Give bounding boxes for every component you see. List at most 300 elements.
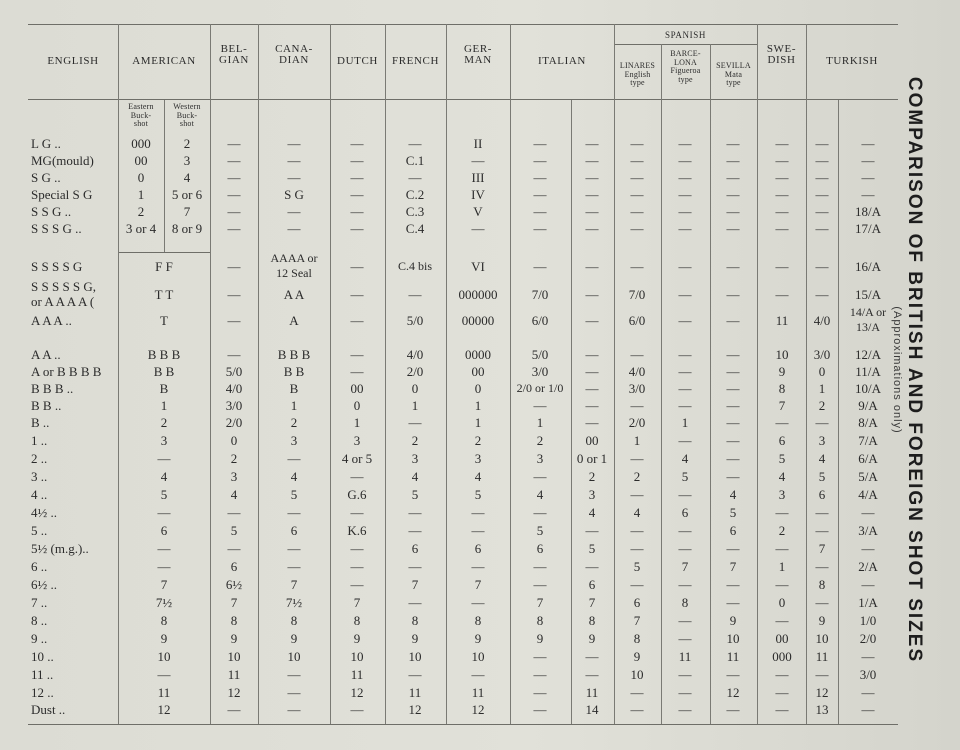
size-cell: — bbox=[678, 170, 692, 185]
size-cell: — bbox=[630, 221, 644, 236]
size-cell: — bbox=[157, 667, 171, 682]
title-block bbox=[858, 30, 958, 710]
size-cell: — bbox=[585, 649, 599, 664]
size-cell: 8/A bbox=[858, 415, 878, 430]
size-cell: — bbox=[726, 287, 740, 302]
size-cell: S G bbox=[284, 187, 304, 202]
size-cell: — bbox=[678, 187, 692, 202]
size-cell: 9 bbox=[729, 613, 737, 628]
size-cell: 10 bbox=[471, 649, 485, 664]
size-cell: — bbox=[585, 259, 599, 274]
size-cell: B B B bbox=[277, 347, 311, 362]
size-cell: — bbox=[471, 559, 485, 574]
size-cell: — bbox=[678, 613, 692, 628]
size-cell: B B bbox=[283, 364, 305, 379]
size-cell: 6 bbox=[633, 595, 641, 610]
size-cell: — bbox=[726, 347, 740, 362]
size-cell: 4/0 bbox=[406, 347, 424, 362]
english-size-label: 3 .. bbox=[31, 469, 48, 484]
size-cell: — bbox=[775, 187, 789, 202]
size-cell: — bbox=[726, 702, 740, 717]
size-cell: 4 or 5 bbox=[341, 451, 373, 466]
size-cell: 9 bbox=[588, 631, 596, 646]
size-cell: 00 bbox=[471, 364, 485, 379]
size-cell: — bbox=[287, 153, 301, 168]
size-cell: — bbox=[408, 170, 422, 185]
size-cell: 0 bbox=[818, 364, 826, 379]
size-cell: 4 bbox=[588, 505, 596, 520]
size-cell: 0 bbox=[353, 398, 361, 413]
size-cell: — bbox=[815, 204, 829, 219]
size-cell: 1 bbox=[818, 381, 826, 396]
size-cell: 7/0 bbox=[531, 287, 549, 302]
size-cell: 14 bbox=[585, 702, 599, 717]
size-cell: — bbox=[157, 559, 171, 574]
size-cell: 11 bbox=[227, 667, 241, 682]
size-cell: — bbox=[585, 381, 599, 396]
english-size-label: S S G .. bbox=[31, 204, 72, 219]
size-cell: 7½ bbox=[155, 595, 173, 610]
size-cell: 3/A bbox=[858, 523, 878, 538]
size-cell: 4 bbox=[729, 487, 737, 502]
size-cell: — bbox=[585, 559, 599, 574]
size-cell: 7 bbox=[681, 559, 689, 574]
size-cell: — bbox=[287, 685, 301, 700]
size-cell: 4 bbox=[230, 487, 238, 502]
size-cell: VI bbox=[471, 259, 485, 274]
english-size-label: 10 .. bbox=[31, 649, 54, 664]
size-cell: T T bbox=[154, 287, 174, 302]
size-cell: 2 bbox=[230, 451, 238, 466]
size-cell: 3/0 bbox=[859, 667, 877, 682]
size-cell: K.6 bbox=[347, 523, 367, 538]
english-size-label: 12 .. bbox=[31, 685, 54, 700]
subheader-linares: LINARES English type bbox=[619, 61, 656, 87]
english-size-label: S S S G .. bbox=[31, 221, 82, 236]
size-cell: — bbox=[726, 204, 740, 219]
subheader-western-buckshot: Western Buck- shot bbox=[173, 102, 201, 128]
size-cell: 8 bbox=[681, 595, 689, 610]
size-cell: 9 bbox=[778, 364, 786, 379]
size-cell: 7 bbox=[230, 595, 238, 610]
size-cell: 2/0 bbox=[406, 364, 424, 379]
english-size-label: 9 .. bbox=[31, 631, 48, 646]
size-cell: — bbox=[726, 595, 740, 610]
size-cell: 2/0 or 1/0 bbox=[516, 381, 564, 395]
size-cell: B bbox=[159, 381, 169, 396]
size-cell: — bbox=[775, 153, 789, 168]
size-cell: — bbox=[585, 287, 599, 302]
size-cell: — bbox=[287, 541, 301, 556]
size-cell: — bbox=[630, 398, 644, 413]
size-cell: — bbox=[227, 287, 241, 302]
size-cell: — bbox=[585, 415, 599, 430]
size-cell: 12 bbox=[726, 685, 740, 700]
size-cell: 4 bbox=[411, 469, 419, 484]
table-top-rule bbox=[28, 24, 898, 25]
size-cell: 8 bbox=[778, 381, 786, 396]
size-cell: 13 bbox=[815, 702, 829, 717]
size-cell: — bbox=[726, 433, 740, 448]
size-cell: 1/0 bbox=[859, 613, 877, 628]
size-cell: 2/A bbox=[858, 559, 878, 574]
size-cell: 3/0 bbox=[531, 364, 549, 379]
size-cell: — bbox=[726, 451, 740, 466]
size-cell: — bbox=[630, 347, 644, 362]
size-cell: 5/0 bbox=[531, 347, 549, 362]
size-cell: — bbox=[533, 577, 547, 592]
size-cell: — bbox=[533, 204, 547, 219]
size-cell: 2 bbox=[474, 433, 482, 448]
size-cell: 8 bbox=[633, 631, 641, 646]
size-cell: 10 bbox=[630, 667, 644, 682]
size-cell: 12 bbox=[408, 702, 422, 717]
size-cell: — bbox=[287, 204, 301, 219]
size-cell: — bbox=[227, 153, 241, 168]
english-size-label: Dust .. bbox=[31, 702, 66, 717]
size-cell: 12 bbox=[815, 685, 829, 700]
size-cell: 14/A or 13/A bbox=[849, 305, 887, 334]
size-cell: 7½ bbox=[285, 595, 303, 610]
size-cell: — bbox=[227, 136, 241, 151]
size-cell: — bbox=[585, 187, 599, 202]
size-cell: C.4 bbox=[405, 221, 425, 236]
size-cell: — bbox=[678, 433, 692, 448]
size-cell: — bbox=[630, 259, 644, 274]
size-cell: 2 bbox=[183, 136, 191, 151]
size-cell: — bbox=[726, 469, 740, 484]
size-cell: 4/0 bbox=[813, 313, 831, 328]
size-cell: 6/A bbox=[858, 451, 878, 466]
size-cell: — bbox=[861, 136, 875, 151]
size-cell: — bbox=[815, 153, 829, 168]
size-cell: 3 bbox=[353, 433, 361, 448]
size-cell: 7 bbox=[353, 595, 361, 610]
size-cell: — bbox=[726, 136, 740, 151]
size-cell: — bbox=[775, 667, 789, 682]
size-cell: — bbox=[815, 415, 829, 430]
english-size-label: S S S S G bbox=[31, 259, 83, 274]
size-cell: 00 bbox=[585, 433, 599, 448]
size-cell: 2 bbox=[290, 415, 298, 430]
size-cell: — bbox=[775, 204, 789, 219]
size-cell: 6 bbox=[729, 523, 737, 538]
english-size-label: B .. bbox=[31, 415, 50, 430]
size-cell: — bbox=[630, 451, 644, 466]
size-cell: — bbox=[471, 523, 485, 538]
header-rule bbox=[28, 99, 898, 100]
size-cell: — bbox=[227, 204, 241, 219]
size-cell: 6 bbox=[681, 505, 689, 520]
size-cell: — bbox=[350, 577, 364, 592]
size-cell: — bbox=[471, 667, 485, 682]
size-cell: — bbox=[350, 136, 364, 151]
size-cell: B B bbox=[153, 364, 175, 379]
english-size-label: S G .. bbox=[31, 170, 61, 185]
subheader-barcelona: BARCE- LONA Figueroa type bbox=[670, 49, 701, 84]
size-cell: — bbox=[726, 381, 740, 396]
size-cell: — bbox=[678, 381, 692, 396]
size-cell: 16/A bbox=[855, 259, 881, 274]
size-cell: 8 or 9 bbox=[171, 221, 203, 236]
size-cell: 000 bbox=[772, 649, 792, 664]
size-cell: 7 bbox=[411, 577, 419, 592]
size-cell: — bbox=[861, 685, 875, 700]
size-cell: — bbox=[678, 259, 692, 274]
size-cell: — bbox=[630, 541, 644, 556]
size-cell: — bbox=[678, 364, 692, 379]
size-cell: IV bbox=[471, 187, 485, 202]
size-cell: 8 bbox=[818, 577, 826, 592]
size-cell: — bbox=[227, 259, 241, 274]
size-cell: 3 bbox=[183, 153, 191, 168]
size-cell: — bbox=[678, 487, 692, 502]
size-cell: 5 bbox=[729, 505, 737, 520]
size-cell: — bbox=[775, 170, 789, 185]
size-cell: 0000 bbox=[465, 347, 491, 362]
size-cell: — bbox=[533, 667, 547, 682]
size-cell: — bbox=[815, 221, 829, 236]
size-cell: 5 bbox=[681, 469, 689, 484]
size-cell: — bbox=[350, 559, 364, 574]
size-cell: 7 bbox=[290, 577, 298, 592]
size-cell: — bbox=[678, 347, 692, 362]
size-cell: — bbox=[775, 221, 789, 236]
size-cell: F F bbox=[155, 259, 173, 274]
size-cell: — bbox=[408, 667, 422, 682]
size-cell: 1 bbox=[474, 415, 482, 430]
size-cell: — bbox=[815, 505, 829, 520]
header-italian: ITALIAN bbox=[538, 55, 586, 67]
size-cell: 7 bbox=[588, 595, 596, 610]
table-bottom-rule bbox=[28, 724, 898, 725]
size-cell: 00000 bbox=[461, 313, 495, 328]
size-cell: 11 bbox=[775, 313, 789, 328]
size-cell: — bbox=[726, 187, 740, 202]
size-cell: — bbox=[533, 170, 547, 185]
size-cell: — bbox=[227, 541, 241, 556]
size-cell: — bbox=[227, 505, 241, 520]
american-sub-rule bbox=[118, 252, 210, 253]
size-cell: 5 bbox=[411, 487, 419, 502]
size-cell: — bbox=[861, 187, 875, 202]
size-cell: 5 or 6 bbox=[171, 187, 203, 202]
size-cell: 11 bbox=[585, 685, 599, 700]
size-cell: C.4 bis bbox=[397, 259, 432, 273]
size-cell: 2/0 bbox=[628, 415, 646, 430]
size-cell: 6 bbox=[818, 487, 826, 502]
size-cell: — bbox=[408, 505, 422, 520]
size-cell: 18/A bbox=[855, 204, 881, 219]
size-cell: — bbox=[630, 685, 644, 700]
size-cell: 3 bbox=[536, 451, 544, 466]
size-cell: — bbox=[815, 136, 829, 151]
size-cell: 10 bbox=[227, 649, 241, 664]
size-cell: 9 bbox=[353, 631, 361, 646]
size-cell: — bbox=[585, 667, 599, 682]
size-cell: 7 bbox=[778, 398, 786, 413]
header-swedish: SWE- DISH bbox=[766, 43, 797, 66]
size-cell: 4/0 bbox=[628, 364, 646, 379]
size-cell: — bbox=[350, 221, 364, 236]
english-size-label: 4 .. bbox=[31, 487, 48, 502]
size-cell: 12/A bbox=[855, 347, 881, 362]
size-cell: 6 bbox=[588, 577, 596, 592]
size-cell: — bbox=[585, 221, 599, 236]
english-size-label: L G .. bbox=[31, 136, 61, 151]
english-size-label: 6 .. bbox=[31, 559, 48, 574]
size-cell: 8 bbox=[353, 613, 361, 628]
size-cell: 3 bbox=[778, 487, 786, 502]
size-cell: 2 bbox=[588, 469, 596, 484]
size-cell: 11 bbox=[726, 649, 740, 664]
size-cell: — bbox=[533, 559, 547, 574]
size-cell: 9 bbox=[160, 631, 168, 646]
size-cell: A A bbox=[283, 287, 305, 302]
size-cell: — bbox=[775, 287, 789, 302]
size-cell: 2/0 bbox=[225, 415, 243, 430]
size-cell: 3 bbox=[160, 433, 168, 448]
size-cell: — bbox=[287, 702, 301, 717]
subheader-sevilla: SEVILLA Mata type bbox=[716, 61, 751, 87]
header-dutch: DUTCH bbox=[337, 55, 378, 67]
size-cell: — bbox=[678, 287, 692, 302]
size-cell: 3/0 bbox=[628, 381, 646, 396]
english-size-label: MG(mould) bbox=[31, 153, 94, 168]
size-cell: 9 bbox=[411, 631, 419, 646]
size-cell: — bbox=[287, 505, 301, 520]
size-cell: 7 bbox=[818, 541, 826, 556]
size-cell: — bbox=[287, 170, 301, 185]
size-cell: 3 or 4 bbox=[125, 221, 157, 236]
size-cell: 2 bbox=[411, 433, 419, 448]
size-cell: 1 bbox=[411, 398, 419, 413]
size-cell: — bbox=[350, 364, 364, 379]
english-size-label: A or B B B B bbox=[31, 364, 102, 379]
size-cell: 6/0 bbox=[628, 313, 646, 328]
size-cell: — bbox=[726, 259, 740, 274]
size-cell: III bbox=[471, 170, 485, 185]
size-cell: 11 bbox=[350, 667, 364, 682]
size-cell: 4 bbox=[681, 451, 689, 466]
size-cell: — bbox=[726, 541, 740, 556]
size-cell: — bbox=[678, 221, 692, 236]
size-cell: — bbox=[630, 170, 644, 185]
size-cell: 1 bbox=[681, 415, 689, 430]
size-cell: — bbox=[287, 559, 301, 574]
size-cell: C.2 bbox=[405, 187, 425, 202]
size-cell: 3/0 bbox=[813, 347, 831, 362]
size-cell: 000000 bbox=[458, 287, 498, 302]
size-cell: 10 bbox=[815, 631, 829, 646]
size-cell: — bbox=[533, 153, 547, 168]
size-cell: A bbox=[289, 313, 299, 328]
english-size-label: Special S G bbox=[31, 187, 93, 202]
size-cell: — bbox=[726, 153, 740, 168]
size-cell: 3 bbox=[588, 487, 596, 502]
size-cell: 6 bbox=[536, 541, 544, 556]
title-rotated bbox=[891, 77, 925, 663]
size-cell: 2 bbox=[160, 415, 168, 430]
size-cell: 7 bbox=[536, 595, 544, 610]
header-french: FRENCH bbox=[392, 55, 439, 67]
size-cell: — bbox=[287, 221, 301, 236]
size-cell: — bbox=[533, 259, 547, 274]
size-cell: 1/A bbox=[858, 595, 878, 610]
size-cell: — bbox=[533, 136, 547, 151]
size-cell: 1 bbox=[353, 415, 361, 430]
size-cell: 4 bbox=[183, 170, 191, 185]
size-cell: — bbox=[726, 313, 740, 328]
size-cell: 12 bbox=[157, 702, 171, 717]
size-cell: — bbox=[861, 505, 875, 520]
size-cell: 5 bbox=[160, 487, 168, 502]
english-size-label: 7 .. bbox=[31, 595, 48, 610]
size-cell: — bbox=[630, 204, 644, 219]
size-cell: — bbox=[350, 313, 364, 328]
size-cell: 5/0 bbox=[225, 364, 243, 379]
size-cell: — bbox=[815, 559, 829, 574]
size-cell: — bbox=[775, 541, 789, 556]
size-cell: — bbox=[630, 702, 644, 717]
size-cell: — bbox=[585, 153, 599, 168]
size-cell: 7 bbox=[729, 559, 737, 574]
size-cell: 1 bbox=[474, 398, 482, 413]
size-cell: — bbox=[630, 136, 644, 151]
size-cell: — bbox=[726, 364, 740, 379]
size-cell: — bbox=[678, 631, 692, 646]
size-cell: — bbox=[533, 469, 547, 484]
size-cell: C.3 bbox=[405, 204, 425, 219]
size-cell: 10 bbox=[157, 649, 171, 664]
size-cell: B B B bbox=[147, 347, 181, 362]
size-cell: — bbox=[630, 577, 644, 592]
size-cell: — bbox=[630, 153, 644, 168]
size-cell: 4/0 bbox=[225, 381, 243, 396]
english-size-label: 11 .. bbox=[31, 667, 54, 682]
size-cell: 6 bbox=[160, 523, 168, 538]
size-cell: 4 bbox=[290, 469, 298, 484]
english-size-label: B B .. bbox=[31, 398, 62, 413]
size-cell: AAAA or 12 Seal bbox=[270, 251, 318, 280]
spanish-rule bbox=[614, 44, 757, 45]
size-cell: — bbox=[775, 702, 789, 717]
size-cell: 2 bbox=[818, 398, 826, 413]
header-belgian: BEL- GIAN bbox=[219, 43, 249, 66]
size-cell: 8 bbox=[474, 613, 482, 628]
size-cell: — bbox=[815, 595, 829, 610]
page-title: COMPARISON OF BRITISH AND FOREIGN SHOT SIZES bbox=[904, 76, 925, 664]
size-cell: 3 bbox=[230, 469, 238, 484]
header-american: AMERICAN bbox=[132, 55, 196, 67]
size-cell: — bbox=[585, 347, 599, 362]
size-cell: — bbox=[408, 415, 422, 430]
header-canadian: CANA- DIAN bbox=[275, 43, 313, 66]
size-cell: — bbox=[678, 313, 692, 328]
english-size-label: 2 .. bbox=[31, 451, 48, 466]
english-size-label: 8 .. bbox=[31, 613, 48, 628]
size-cell: 8 bbox=[536, 613, 544, 628]
size-cell: — bbox=[678, 136, 692, 151]
col-divider bbox=[118, 24, 119, 724]
size-cell: 7/0 bbox=[628, 287, 646, 302]
size-cell: 15/A bbox=[855, 287, 881, 302]
size-cell: B bbox=[289, 381, 299, 396]
size-cell: 8 bbox=[230, 613, 238, 628]
size-cell: 1 bbox=[290, 398, 298, 413]
size-cell: — bbox=[726, 170, 740, 185]
size-cell: — bbox=[678, 667, 692, 682]
